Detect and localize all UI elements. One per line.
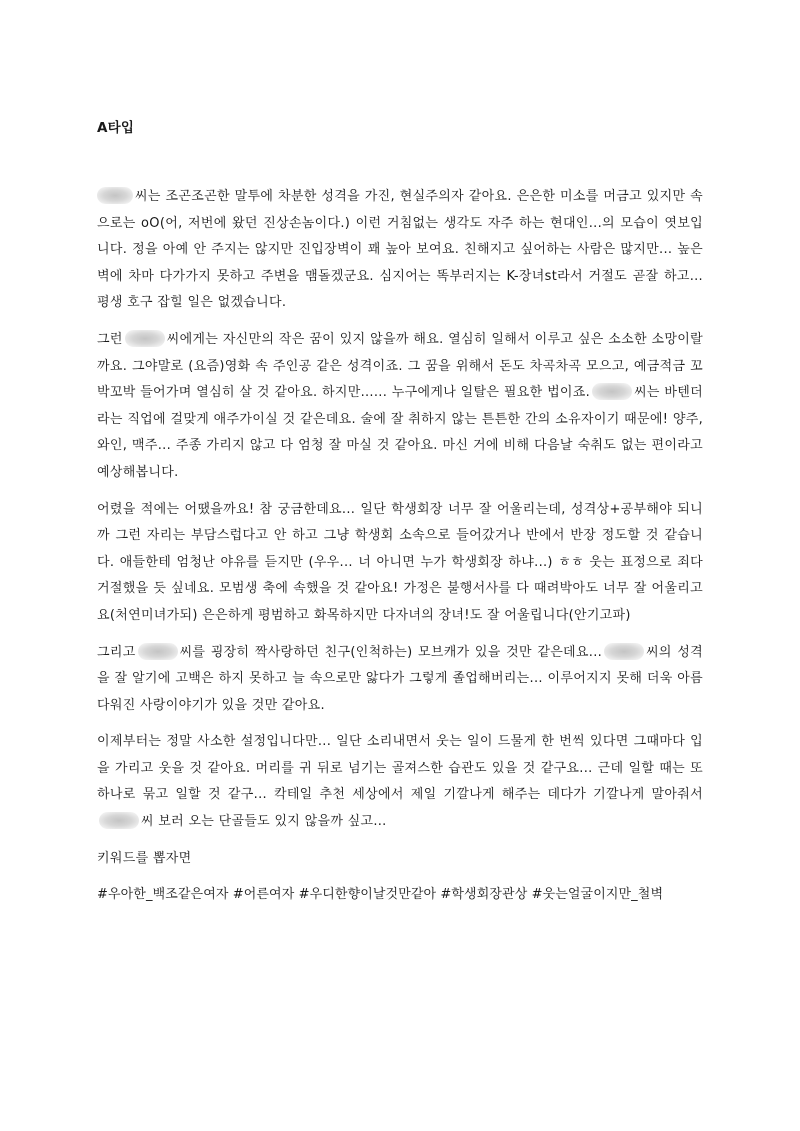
paragraph-4 — [97, 640, 703, 720]
paragraph-1 — [97, 184, 703, 317]
paragraph-2-text-b: 씨에게는 자신만의 작은 꿈이 있지 않을까 해요. 열심히 일해서 이루고 싶은 소소한 소망이랄까요. 그야말로 (요즘)영화 속 주인공 같은 성격이죠. 그 꿈을 위해서 돈도 차곡차곡 모으고, 예금적금 꼬박꼬박 들어가며 열심히 살 것 같아요. 하지만...... 누구에게나 일탈은 필요한 법이죠. — [97, 331, 703, 401]
paragraph-2-text-c: 씨는 바텐더라는 직업에 걸맞게 애주가이실 것 같은데요. 술에 잘 취하지 않는 튼튼한 간의 소유자이기 때문에! 양주, 와인, 맥주... 주종 가리지 않고 다 엄청 잘 마실 것 같아요. 마신 거에 비해 다음날 숙취도 없는 편이라고 예상해봅니다. — [97, 385, 703, 480]
paragraph-1-text: 씨는 조곤조곤한 말투에 차분한 성격을 가진, 현실주의자 같아요. 은은한 미소를 머금고 있지만 속으로는 oO(어, 저번에 왔던 진상손놈이다.) 이런 거침없는 생각도 자주 하는 현대인...의 모습이 엿보입니다. 정을 아예 안 주지는 않지만 진입장벽이 꽤 높아 보여요. 친해지고 싶어하는 사람은 많지만... 높은 벽에 차마 다가가지 못하고 주변을 맴돌겠군요. 심지어는 똑부러지는 K-장녀st라서 거절도 곧잘 하고... 평생 호구 잡힐 일은 없겠습니다. — [97, 189, 703, 311]
document-body — [97, 184, 703, 909]
paragraph-4-text-c: 씨의 성격을 잘 알기에 고백은 하지 못하고 늘 속으로만 앓다가 그렇게 졸업해버리는... 이루어지지 못해 더욱 아름다워진 사랑이야기가 있을 것만 같아요. — [97, 644, 703, 713]
paragraph-3-text: 어렸을 적에는 어땠을까요! 참 궁금한데요... 일단 학생회장 너무 잘 어울리는데, 성격상+공부해야 되니까 그런 자리는 부담스럽다고 안 하고 그냥 학생회 소속으로 들어갔거나 반에서 반장 정도할 것 같습니다. 애들한테 엄청난 야유를 듣지만 (우우... 너 아니면 누가 학생회장 하냐...) ㅎㅎ 웃는 표정으로 죄다 거절했을 듯 싶네요. 모범생 축에 속했을 것 같아요! 가정은 불행서사를 다 때려박아도 너무 잘 어울리고요(처연미녀가되) 은은하게 평범하고 화목하지만 다자녀의 장녀!도 잘 어울립니다(안기고파) — [97, 501, 703, 623]
paragraph-2-text-a: 그런 — [97, 331, 123, 347]
redacted-name — [125, 330, 165, 347]
paragraph-4-text-b: 씨를 굉장히 짝사랑하던 친구(인척하는) 모브캐가 있을 것만 같은데요... — [179, 644, 603, 660]
document-title: A타입 — [97, 120, 135, 136]
keywords-label: 키워드를 뽑자면 — [97, 850, 192, 866]
paragraph-4-text-a: 그리고 — [97, 644, 136, 660]
paragraph-2 — [97, 327, 703, 487]
paragraph-3 — [97, 497, 703, 630]
redacted-name — [604, 643, 644, 660]
paragraph-5 — [97, 729, 703, 835]
redacted-name — [592, 383, 632, 400]
redacted-name — [138, 643, 178, 660]
paragraph-5-text-a: 이제부터는 정말 사소한 설정입니다만... 일단 소리내면서 웃는 일이 드물게 한 번씩 있다면 그때마다 입을 가리고 웃을 것 같아요. 머리를 귀 뒤로 넘기는 골져스한 습관도 있을 것 같구요... 근데 일할 때는 또 하나로 묶고 일할 것 같구... 칵테일 추천 세상에서 제일 기깔나게 해주는 데다가 기깔나게 말아줘서 — [97, 734, 703, 803]
paragraph-5-text-b: 씨 보러 오는 단골들도 있지 않을까 싶고... — [141, 814, 387, 830]
redacted-name — [99, 812, 139, 829]
keywords-hashtags: #우아한_백조같은여자 #어른여자 #우디한향이날것만같아 #학생회장관상 #웃는얼굴이지만_철벽 — [97, 887, 664, 903]
redacted-name — [97, 187, 133, 204]
